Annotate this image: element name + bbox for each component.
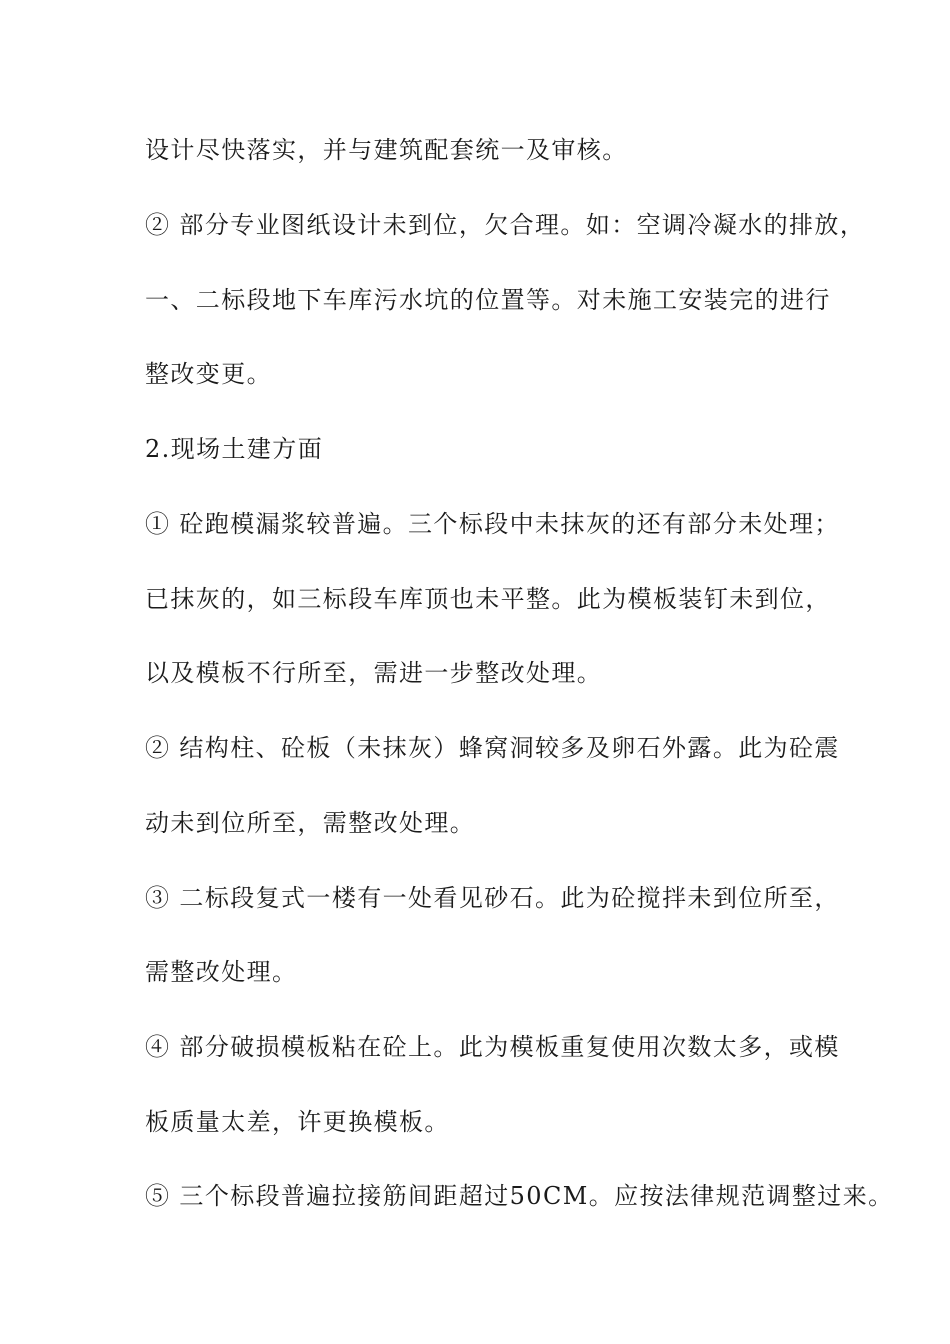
text-line: ④ 部分破损模板粘在砼上。此为模板重复使用次数太多，或模 — [145, 1033, 840, 1061]
text-line: 设计尽快落实，并与建筑配套统一及审核。 — [145, 136, 628, 164]
text-line: ③ 二标段复式一楼有一处看见砂石。此为砼搅拌未到位所至， — [145, 884, 840, 912]
text-line: ⑤ 三个标段普遍拉接筋间距超过50CM。应按法律规范调整过来。 — [145, 1182, 894, 1210]
text-line: 以及模板不行所至，需进一步整改处理。 — [145, 659, 603, 687]
text-line: 板质量太差，许更换模板。 — [145, 1108, 450, 1136]
text-line: ② 部分专业图纸设计未到位，欠合理。如：空调冷凝水的排放， — [145, 211, 866, 239]
text-line: ② 结构柱、砼板（未抹灰）蜂窝洞较多及卵石外露。此为砼震 — [145, 734, 840, 762]
text-line: 动未到位所至，需整改处理。 — [145, 809, 476, 837]
text-line: 整改变更。 — [145, 360, 272, 388]
text-line: 一、二标段地下车库污水坑的位置等。对未施工安装完的进行 — [145, 286, 831, 314]
text-line: 已抹灰的，如三标段车库顶也未平整。此为模板装钉未到位， — [145, 585, 831, 613]
text-line: 需整改处理。 — [145, 958, 298, 986]
text-line: ① 砼跑模漏浆较普遍。三个标段中未抹灰的还有部分未处理； — [145, 510, 840, 538]
section-heading: 2.现场土建方面 — [145, 435, 324, 463]
